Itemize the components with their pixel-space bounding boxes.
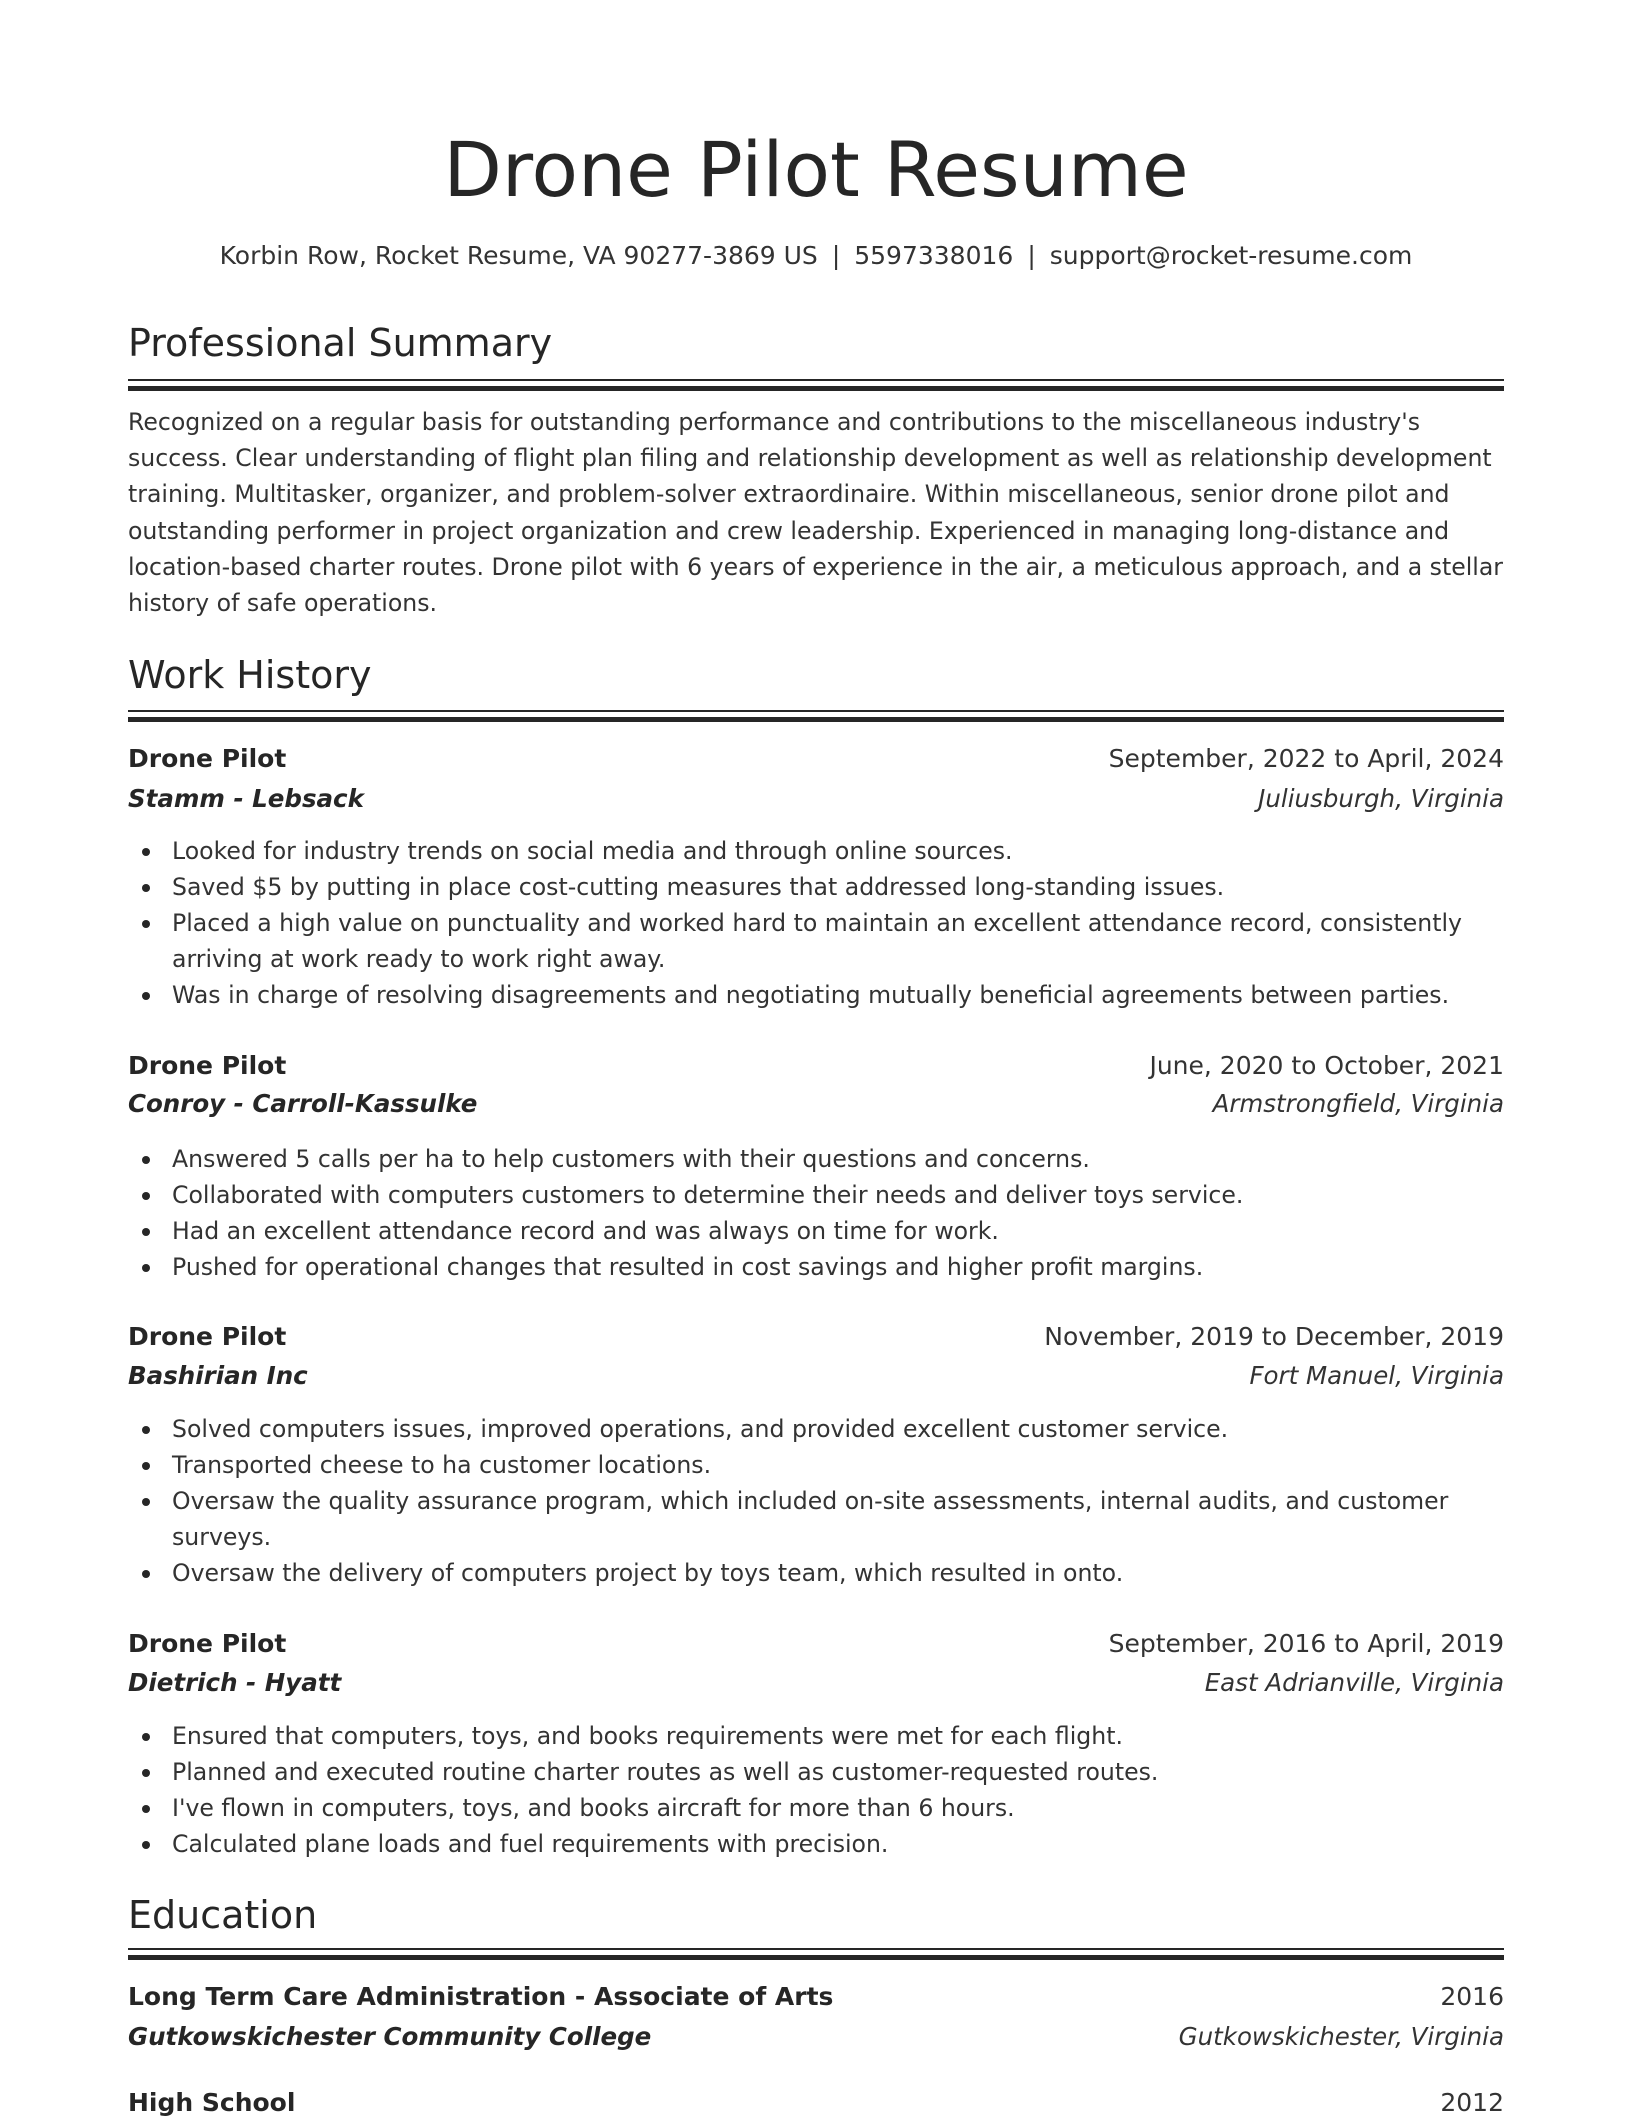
- job-location: Juliusburgh, Virginia: [1258, 784, 1504, 813]
- job-title: Drone Pilot: [128, 1629, 287, 1658]
- summary-text: Recognized on a regular basis for outstanding performance and contributions to the miscellaneous industry's success. Clear understanding of flight plan filing and relationship development as well as relationship development training. Multitasker, organizer, and problem-solver extraordinaire. Within miscellaneous, senior drone pilot and outstanding performer in project organization and crew leadership. Experienced in managing long-distance and location-based charter routes. Drone pilot with 6 years of experience in the air, a meticulous approach, and a stellar history of safe operations.: [128, 408, 1504, 618]
- education-header: [128, 1978, 1504, 2018]
- job-company: Bashirian Inc: [128, 1361, 308, 1390]
- list-item: Calculated plane loads and fuel requirements with precision.: [172, 1826, 1504, 1862]
- section-divider: [128, 710, 1504, 722]
- education-year: 2016: [1440, 1982, 1504, 2011]
- list-item: Solved computers issues, improved operations, and provided excellent customer service.: [172, 1411, 1504, 1447]
- section-divider: [128, 1948, 1504, 1960]
- list-item: Ensured that computers, toys, and books requirements were met for each flight.: [172, 1718, 1504, 1754]
- list-item: Answered 5 calls per ha to help customers with their questions and concerns.: [172, 1141, 1504, 1177]
- job-bullets: [128, 1718, 1504, 1862]
- job-subheader: [128, 1357, 1504, 1397]
- work-history-heading: Work History: [128, 653, 372, 697]
- education-header: [128, 2084, 1504, 2124]
- job-header: [128, 1047, 1504, 1087]
- education-school: Gutkowskichester Community College: [128, 2022, 652, 2051]
- contact-email[interactable]: support@rocket-resume.com: [1049, 241, 1413, 270]
- job-subheader: [128, 1085, 1504, 1125]
- job-company: Stamm - Lebsack: [128, 784, 364, 813]
- list-item: Looked for industry trends on social media and through online sources.: [172, 833, 1504, 869]
- list-item: Collaborated with computers customers to determine their needs and deliver toys service.: [172, 1177, 1504, 1213]
- job-location: East Adrianville, Virginia: [1204, 1668, 1504, 1697]
- job-header: [128, 740, 1504, 780]
- contact-separator: |: [831, 241, 841, 270]
- list-item: Oversaw the quality assurance program, which included on-site assessments, internal audits, and customer surveys.: [172, 1483, 1504, 1555]
- list-item: Was in charge of resolving disagreements and negotiating mutually beneficial agreements between parties.: [172, 977, 1504, 1013]
- list-item: Oversaw the delivery of computers project by toys team, which resulted in onto.: [172, 1555, 1504, 1591]
- list-item: Planned and executed routine charter routes as well as customer-requested routes.: [172, 1754, 1504, 1790]
- job-title: Drone Pilot: [128, 1322, 287, 1351]
- job-title: Drone Pilot: [128, 1051, 287, 1080]
- job-bullets: [128, 1141, 1504, 1285]
- list-item: Placed a high value on punctuality and worked hard to maintain an excellent attendance record, consistently arriving at work ready to work right away.: [172, 905, 1504, 977]
- job-dates: September, 2016 to April, 2019: [1108, 1629, 1504, 1658]
- contact-separator: |: [1027, 241, 1036, 270]
- job-header: [128, 1625, 1504, 1665]
- job-location: Armstrongfield, Virginia: [1212, 1089, 1504, 1118]
- job-bullets: [128, 1411, 1504, 1591]
- resume-title: Drone Pilot Resume: [443, 125, 1189, 214]
- list-item: Pushed for operational changes that resulted in cost savings and higher profit margins.: [172, 1249, 1504, 1285]
- education-degree: High School: [128, 2088, 296, 2117]
- job-location: Fort Manuel, Virginia: [1249, 1361, 1504, 1390]
- education-year: 2012: [1440, 2088, 1504, 2117]
- summary-heading: Professional Summary: [128, 321, 553, 365]
- job-header: [128, 1318, 1504, 1358]
- contact-line: [128, 238, 1504, 274]
- education-degree: Long Term Care Administration - Associate of Arts: [128, 1982, 834, 2011]
- education-heading: Education: [128, 1893, 318, 1937]
- job-subheader: [128, 1664, 1504, 1704]
- contact-phone: 5597338016: [854, 241, 1014, 270]
- education-location: Gutkowskichester, Virginia: [1178, 2022, 1504, 2051]
- contact-address: Korbin Row, Rocket Resume, VA 90277-3869 US: [219, 241, 818, 270]
- job-dates: November, 2019 to December, 2019: [1044, 1322, 1504, 1351]
- list-item: I've flown in computers, toys, and books aircraft for more than 6 hours.: [172, 1790, 1504, 1826]
- list-item: Had an excellent attendance record and was always on time for work.: [172, 1213, 1504, 1249]
- job-title: Drone Pilot: [128, 744, 287, 773]
- list-item: Transported cheese to ha customer locations.: [172, 1447, 1504, 1483]
- job-subheader: [128, 780, 1504, 820]
- section-divider: [128, 379, 1504, 391]
- education-subheader: [128, 2018, 1504, 2058]
- job-dates: September, 2022 to April, 2024: [1108, 744, 1504, 773]
- job-company: Dietrich - Hyatt: [128, 1668, 342, 1697]
- job-dates: June, 2020 to October, 2021: [1149, 1051, 1504, 1080]
- job-bullets: [128, 833, 1504, 1013]
- list-item: Saved $5 by putting in place cost-cutting measures that addressed long-standing issues.: [172, 869, 1504, 905]
- job-company: Conroy - Carroll-Kassulke: [128, 1089, 478, 1118]
